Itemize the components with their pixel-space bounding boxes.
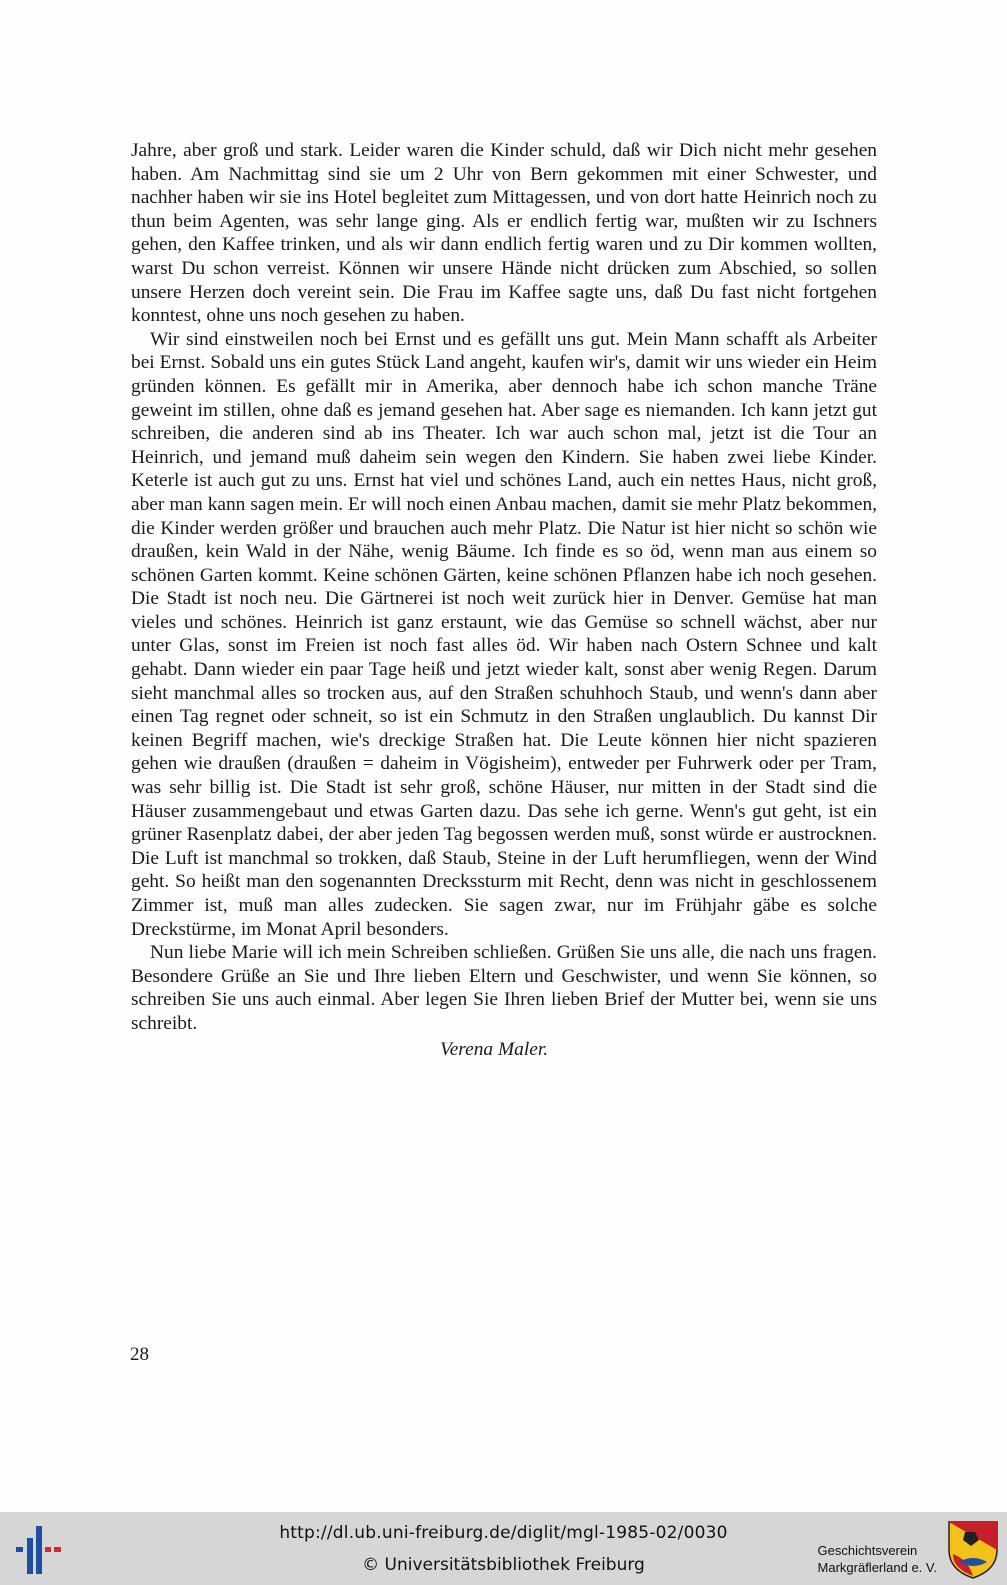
footer-organization — [818, 1542, 937, 1576]
paragraph-2: Wir sind einstweilen noch bei Ernst und es gefällt uns gut. Mein Mann schafft als Arbeiter bei Ernst. Sobald uns ein gutes Stück Land angeht, kaufen wir's, damit wir uns wieder ein Heim gründen können. Es gefällt mir in Amerika, aber dennoch habe ich schon manche Träne geweint im stillen, ohne daß es jemand gesehen hat. Aber sage es niemanden. Ich kann jetzt gut schreiben, die anderen sind ab ins Theater. Ich war auch schon mal, jetzt ist die Tour an Heinrich, und jemand muß daheim sein wegen den Kindern. Sie haben zwei liebe Kinder. Keterle ist auch gut zu uns. Ernst hat viel und schönes Land, auch ein nettes Haus, nicht groß, aber man kann sagen mein. Er will noch einen Anbau machen, damit sie mehr Platz bekommen, die Kinder werden größer und brauchen auch mehr Platz. Die Natur ist hier nicht so schön wie draußen, kein Wald in der Nähe, wenig Bäume. Ich finde es so öd, wenn man aus einem so schönen Garten kommt. Keine schönen Gärten, keine schönen Pflanzen habe ich noch gesehen. Die Stadt ist noch neu. Die Gärtnerei ist noch weit zurück hier in Denver. Gemüse hat man vieles und schönes. Heinrich ist ganz erstaunt, wie das Gemüse so schnell wächst, aber nur unter Glas, sonst im Freien ist noch fast alles öd. Wir haben nach Ostern Schnee und kalt gehabt. Dann wieder ein paar Tage heiß und jetzt wieder kalt, sonst aber wenig Regen. Darum sieht manchmal alles so trocken aus, auf den Straßen schuhhoch Staub, und wenn's dann aber einen Tag regnet oder schneit, so ist ein Schmutz in den Straßen unglaublich. Du kannst Dir keinen Begriff machen, wie's dreckige Straßen hat. Die Leute können hier nicht spazieren gehen wie draußen (draußen = daheim in Vögisheim), entweder per Fuhrwerk oder per Tram, was sehr billig ist. Die Stadt ist sehr groß, schöne Häuser, nur mitten in der Stadt sind die Häuser zusammengebaut und etwas Garten dazu. Das sehe ich gerne. Wenn's gut geht, ist ein grüner Rasenplatz dabei, der aber jeden Tag begossen werden muß, sonst würde er austrocknen. Die Luft ist manchmal so trokken, daß Staub, Steine in der Luft herumfliegen, wenn der Wind geht. So heißt man den sogenannten Dreckssturm mit Recht, denn was nicht in geschlossenem Zimmer ist, muß man alles zudecken. Sie sagen zwar, nur im Frühjahr gäbe es solche Dreckstürme, im Monat April besonders. — [131, 328, 877, 940]
letter-body — [131, 139, 877, 1061]
paragraph-1: Jahre, aber groß und stark. Leider waren die Kinder schuld, daß wir Dich nicht mehr gesehen haben. Am Nachmittag sind sie um 2 Uhr von Bern gekommen mit einer Schwester, und nachher haben wir sie ins Hotel begleitet zum Mittagessen, und von dort hatte Heinrich noch zu thun beim Agenten, was sehr lange ging. Als er endlich fertig war, mußten wir zu Ischners gehen, den Kaffee trinken, und als wir dann endlich fertig waren und zu Dir kommen wollten, warst Du schon verreist. Können wir unsere Hände nicht drücken zum Abschied, so sollen unsere Herzen doch vereint sein. Die Frau im Kaffee sagte uns, daß Du fast nicht fortgehen konntest, ohne uns noch gesehen zu haben. — [131, 140, 877, 327]
footer-url-link[interactable]: http://dl.ub.uni-freiburg.de/diglit/mgl-1985-02/0030 — [279, 1523, 728, 1543]
signature: Verena Maler. — [440, 1038, 549, 1060]
coat-of-arms-icon — [945, 1518, 1001, 1580]
org-name-line-2: Markgräflerland e. V. — [817, 1560, 937, 1575]
footer-copyright: © Universitätsbibliothek Freiburg — [362, 1555, 645, 1575]
page-number: 28 — [130, 1344, 149, 1365]
footer-bar — [0, 1512, 1007, 1585]
paragraph-3: Nun liebe Marie will ich mein Schreiben schließen. Grüßen Sie uns alle, die nach uns fragen. Besondere Grüße an Sie und Ihre lieben Eltern und Geschwister, und wenn Sie können, so schreiben Sie uns auch einmal. Aber legen Sie Ihren lieben Brief der Mutter bei, wenn sie uns schreibt. — [131, 942, 877, 1034]
org-name-line-1: Geschichtsverein — [817, 1543, 918, 1558]
